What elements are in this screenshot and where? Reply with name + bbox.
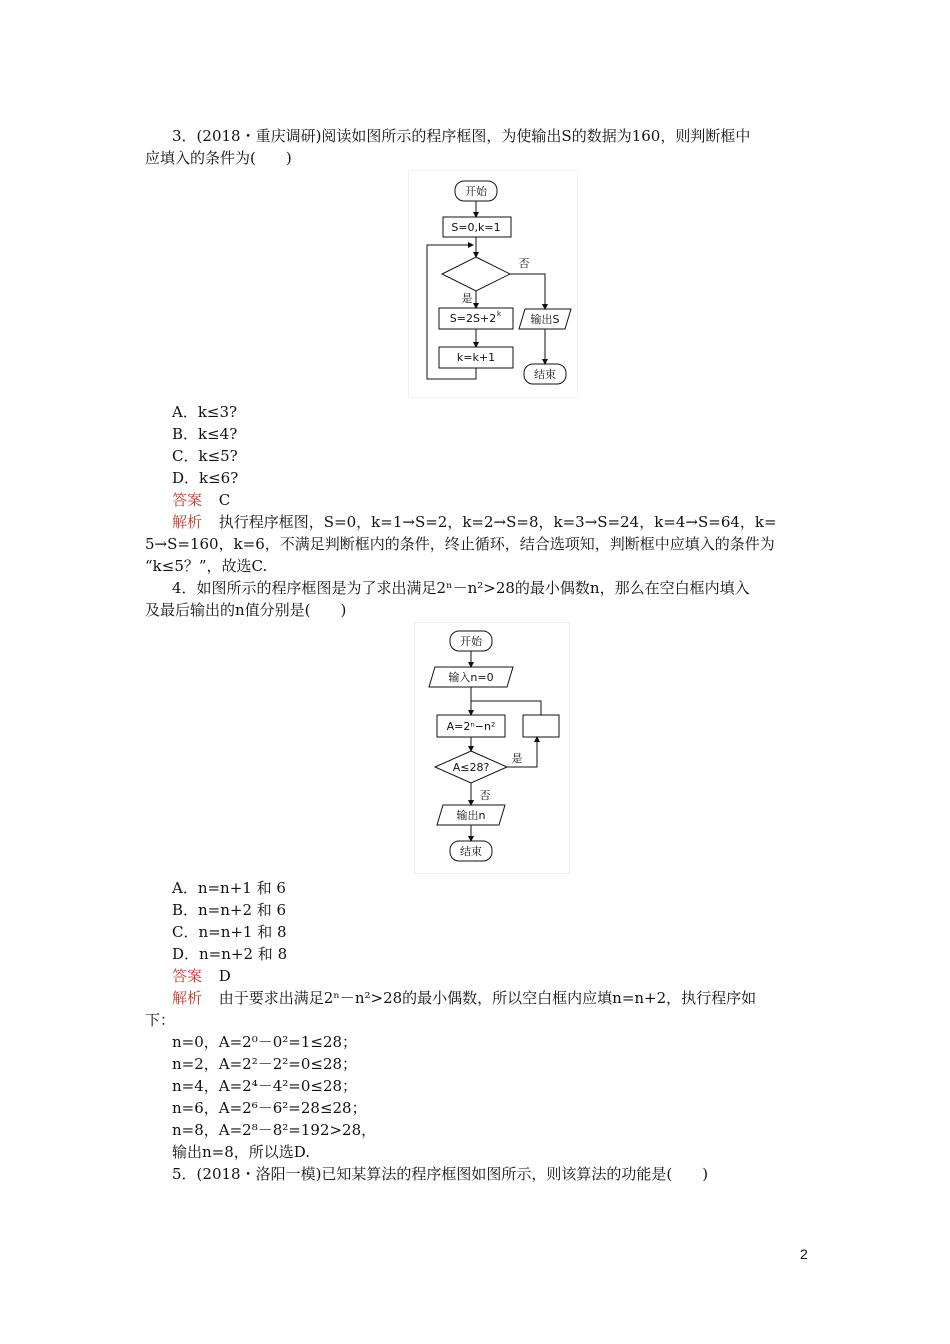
q4-option-c: C．n=n+1 和 8 <box>172 923 287 941</box>
q3-start-text: 开始 <box>465 185 487 198</box>
q3-no-text: 否 <box>518 257 530 270</box>
q4-analysis-step-4: n=6，A=2⁶－6²=28≤28； <box>172 1099 367 1117</box>
q3-option-d: D．k≤6? <box>172 469 239 487</box>
q3-flowchart <box>408 170 578 398</box>
q3-option-b: B．k≤4? <box>172 425 238 443</box>
q4-start-text: 开始 <box>460 635 482 648</box>
q3-analysis-line2: 5→S=160，k=6，不满足判断框内的条件，终止循环，结合选项知，判断框中应填入的条件为 <box>145 535 775 553</box>
q4-analysis-step-5: n=8，A=2⁸－8²=192>28， <box>172 1121 377 1139</box>
q3-option-a: A．k≤3? <box>172 403 238 421</box>
q4-analysis-line2: 下： <box>145 1011 176 1029</box>
q3-condition-diamond <box>442 257 510 291</box>
q3-analysis-line1 <box>172 512 777 532</box>
q4-answer-value: D <box>218 967 231 985</box>
q4-option-a: A．n=n+1 和 6 <box>172 879 286 897</box>
q3-stem-line1: 3．(2018・重庆调研)阅读如图所示的程序框图，为使输出S的数据为160，则判断框中 <box>172 127 751 145</box>
q3-option-c: C．k≤5? <box>172 447 238 465</box>
q4-yes-text: 是 <box>511 752 523 765</box>
page-number: 2 <box>800 1246 808 1262</box>
q4-analysis-label: 解析 <box>172 989 203 1007</box>
q4-output-text: 输出n <box>456 809 486 822</box>
q5-stem-line1: 5．(2018・洛阳一模)已知某算法的程序框图如图所示，则该算法的功能是( ) <box>172 1165 709 1183</box>
q4-option-b: B．n=n+2 和 6 <box>172 901 287 919</box>
q4-no-text: 否 <box>479 789 491 802</box>
q4-analysis-step-3: n=4，A=2⁴－4²=0≤28； <box>172 1077 358 1095</box>
q3-analysis-label: 解析 <box>172 513 203 531</box>
q4-stem-line2: 及最后输出的n值分别是( ) <box>145 601 347 619</box>
q4-blank-box <box>523 715 559 737</box>
q4-input-text: 输入n=0 <box>448 671 494 684</box>
q3-analysis-line3: “k≤5？”，故选C. <box>145 557 268 575</box>
q4-analysis-conclusion: 输出n=8，所以选D. <box>172 1143 311 1161</box>
q3-proc1-text: S=2S+2 <box>449 312 497 325</box>
q4-analysis-line1 <box>172 988 756 1008</box>
q3-stem-line2: 应填入的条件为( ) <box>145 149 292 167</box>
q4-end-text: 结束 <box>460 845 482 858</box>
q4-answer-line <box>172 966 231 986</box>
q3-answer-line <box>172 490 230 510</box>
q3-output-text: 输出S <box>530 313 560 326</box>
q4-cond-text: A≤28? <box>452 761 490 774</box>
q3-yes-text: 是 <box>461 292 473 305</box>
q4-analysis-step-1: n=0，A=2⁰－0²=1≤28； <box>172 1033 358 1051</box>
q3-proc1-sup: k <box>497 310 502 318</box>
q3-answer-label: 答案 <box>172 491 203 509</box>
q4-option-d: D．n=n+2 和 8 <box>172 945 288 963</box>
q3-analysis-text1: 执行程序框图，S=0，k=1→S=2，k=2→S=8，k=3→S=24，k=4→S=64，k= <box>218 513 777 531</box>
q4-answer-label: 答案 <box>172 967 203 985</box>
q4-stem-line1: 4．如图所示的程序框图是为了求出满足2ⁿ－n²>28的最小偶数n，那么在空白框内填入 <box>172 579 750 597</box>
q3-proc2-text: k=k+1 <box>456 351 496 364</box>
q4-analysis-text1: 由于要求出满足2ⁿ－n²>28的最小偶数，所以空白框内应填n=n+2，执行程序如 <box>218 989 757 1007</box>
q4-proc-text: A=2ⁿ−n² <box>446 720 496 733</box>
q4-analysis-step-2: n=2，A=2²－2²=0≤28； <box>172 1055 358 1073</box>
q3-init-text: S=0,k=1 <box>451 221 501 234</box>
q3-answer-value: C <box>218 491 231 509</box>
q3-end-text: 结束 <box>534 368 556 381</box>
q4-flowchart <box>414 622 570 874</box>
